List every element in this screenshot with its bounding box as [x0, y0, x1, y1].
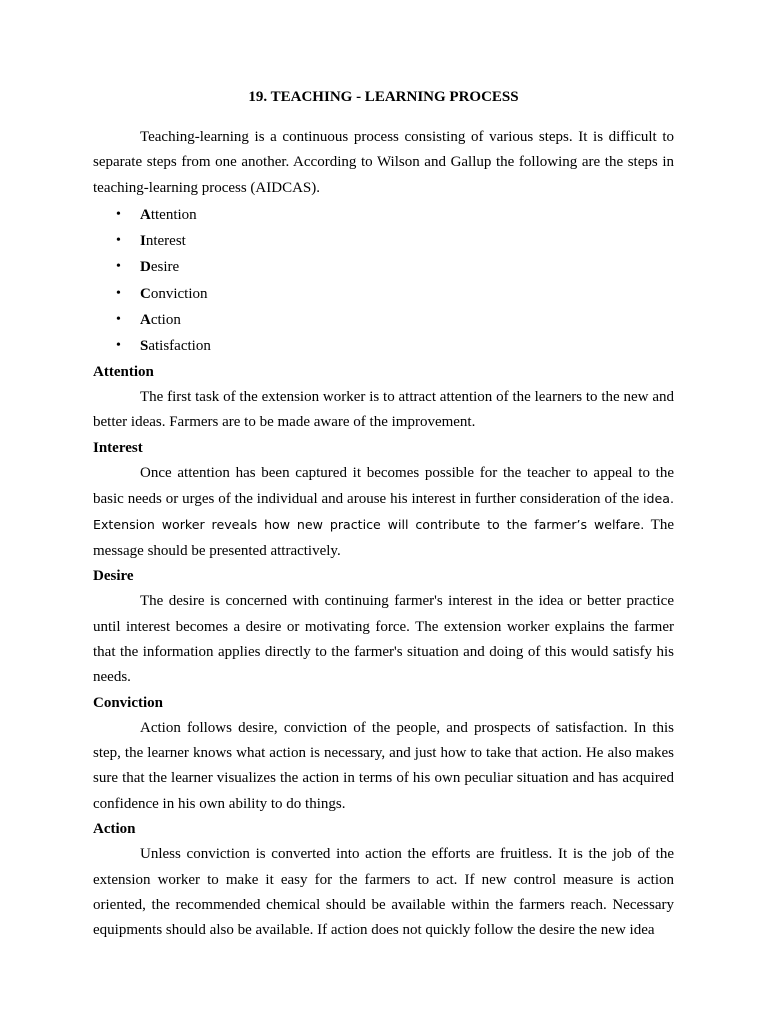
step-rest: nterest [145, 233, 186, 250]
step-initial: S [140, 338, 149, 355]
section-heading-conviction: Conviction [93, 694, 164, 711]
section-body-desire: The desire is concerned with continuing farmer's interest in the idea or better practice until interest becomes a desire or motivating force. The extension worker explains the farmer that the information applies directly to the farmer's situation and doing of this would satisfy his needs. [93, 593, 674, 686]
intro-paragraph: Teaching-learning is a continuous process consisting of various steps. It is difficult to separate steps from one another. According to Wilson and Gallup the following are the steps in teaching-learning process (AIDCAS). [93, 129, 674, 196]
section-body-attention: The first task of the extension worker is to attract attention of the learners to the new and better ideas. Farmers are to be made aware of the improvement. [93, 388, 674, 431]
step-initial: A [140, 206, 151, 223]
step-rest: ttention [150, 206, 197, 223]
step-rest: ction [150, 312, 181, 329]
interest-text-part2: idea. Extension worker reveals how new practice will contribute to the farmer’s welfare. [93, 491, 674, 533]
bullet-icon: • [116, 206, 121, 222]
section-body-interest [93, 461, 674, 564]
section-body-action: Unless conviction is converted into action the efforts are fruitless. It is the job of the extension worker to make it easy for the farmers to act. If new control measure is action oriented, the recommended chemical should be available within the farmers reach. Necessary equipments should also be available. If action does not quickly follow the desire the new idea [93, 846, 674, 939]
list-item [93, 202, 674, 228]
section-heading-action: Action [93, 821, 136, 838]
step-rest: onviction [150, 285, 208, 302]
step-initial: C [140, 285, 151, 302]
list-item [93, 333, 674, 359]
list-item [93, 281, 674, 307]
step-initial: I [140, 233, 146, 250]
section-heading-attention: Attention [93, 363, 154, 380]
page-title: 19. TEACHING - LEARNING PROCESS [248, 89, 519, 105]
bullet-icon: • [116, 233, 121, 249]
bullet-icon: • [116, 312, 121, 328]
bullet-icon: • [116, 338, 121, 354]
step-initial: A [140, 312, 151, 329]
step-initial: D [140, 259, 151, 276]
interest-text-part3: The message should be presented attractively. [93, 517, 674, 559]
step-rest: atisfaction [148, 338, 211, 355]
aidcas-steps-list [93, 202, 674, 360]
list-item [93, 228, 674, 254]
section-body-conviction: Action follows desire, conviction of the people, and prospects of satisfaction. In this step, the learner knows what action is necessary, and just how to take that action. He also makes sure that the learner visualizes the action in terms of his own peculiar situation and has acquired confidence in his own ability to do things. [93, 719, 674, 812]
interest-text-part1: Once attention has been captured it becomes possible for the teacher to appeal to the basic needs or urges of the individual and arouse his interest in further consideration of the [93, 464, 674, 508]
section-heading-interest: Interest [93, 439, 143, 456]
bullet-icon: • [116, 285, 121, 301]
step-rest: esire [150, 259, 180, 276]
section-heading-desire: Desire [93, 568, 134, 585]
list-item [93, 254, 674, 280]
list-item [93, 307, 674, 333]
bullet-icon: • [116, 259, 121, 275]
